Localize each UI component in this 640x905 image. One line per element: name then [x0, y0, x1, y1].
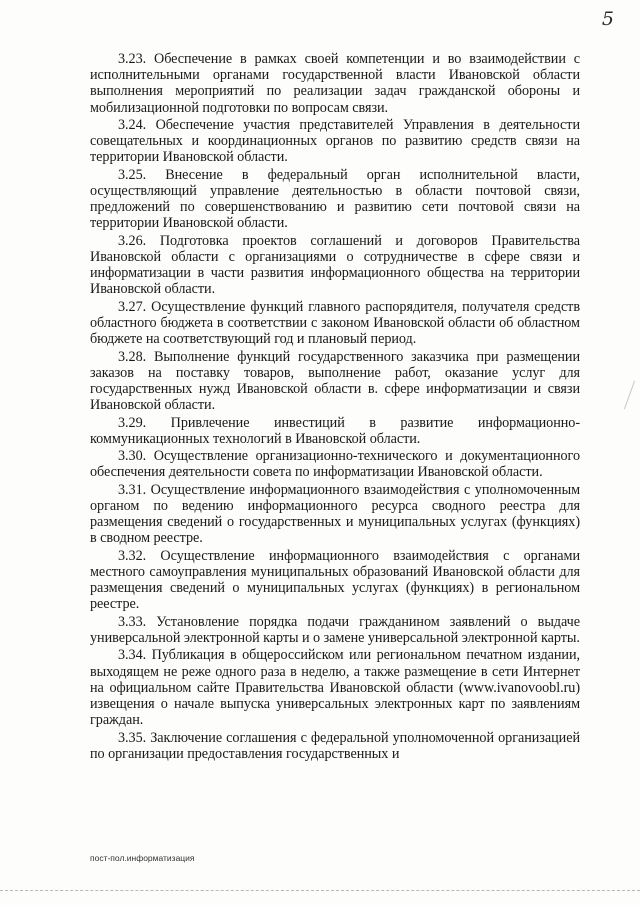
- paragraph-3-30: 3.30. Осуществление организационно-технического и документационного обеспечения деятельности совета по информатизации Ивановской области.: [90, 448, 580, 481]
- paragraph-3-25: 3.25. Внесение в федеральный орган исполнительной власти, осуществляющий управление деятельностью в области почтовой связи, предложений по совершенствованию и развитию сети почтовой связи на территории Ивановской области.: [90, 166, 580, 232]
- paragraph-3-33: 3.33. Установление порядка подачи гражданином заявлений о выдаче универсальной электронной карты и о замене универсальной электронной карты.: [90, 613, 580, 646]
- paragraph-3-35: 3.35. Заключение соглашения с федеральной уполномоченной организацией по организации предоставления государственных и: [90, 729, 580, 762]
- paragraph-3-32: 3.32. Осуществление информационного взаимодействия с органами местного самоуправления муниципальных образований Ивановской области для размещения сведений о муниципальных услугах (функциях) в региональном реестре.: [90, 547, 580, 613]
- footer-file-label: пост-пол.информатизация: [90, 853, 195, 863]
- paragraph-3-34: 3.34. Публикация в общероссийском или региональном печатном издании, выходящем не реже одного раза в неделю, а также размещение в сети Интернет на официальном сайте Правительства Ивановской области (www.ivanovoobl.ru) извещения о начале выпуска универсальных электронных карт по заявлениям граждан.: [90, 647, 580, 729]
- document-body: [90, 51, 580, 763]
- scan-artifact: [624, 381, 635, 410]
- page-number: 5: [601, 8, 614, 30]
- paragraph-3-31: 3.31. Осуществление информационного взаимодействия с уполномоченным органом по ведению информационного ресурса сводного реестра для размещения сведений о государственных и муниципальных услугах (функциях) в сводном реестре.: [90, 481, 580, 547]
- paragraph-3-24: 3.24. Обеспечение участия представителей Управления в деятельности совещательных и координационных органов по развитию средств связи на территории Ивановской области.: [90, 117, 580, 166]
- paragraph-3-26: 3.26. Подготовка проектов соглашений и договоров Правительства Ивановской области с организациями о сотрудничестве в сфере связи и информатизации в части развития информационного общества на территории Ивановской области.: [90, 232, 580, 298]
- paragraph-3-29: 3.29. Привлечение инвестиций в развитие информационно-коммуникационных технологий в Ивановской области.: [90, 414, 580, 447]
- paragraph-3-23: 3.23. Обеспечение в рамках своей компетенции и во взаимодействии с исполнительными органами государственной власти Ивановской области выполнения мероприятий по реализации задач гражданской обороны и мобилизационной подготовки по вопросам связи.: [90, 51, 580, 116]
- paragraph-3-27: 3.27. Осуществление функций главного распорядителя, получателя средств областного бюджета в соответствии с законом Ивановской области об областном бюджете на соответствующий год и плановый период.: [90, 298, 580, 348]
- paragraph-3-28: 3.28. Выполнение функций государственного заказчика при размещении заказов на поставку товаров, выполнение работ, оказание услуг для государственных нужд Ивановской области в. сфере информатизации и связи Ивановской области.: [90, 348, 580, 414]
- page-bottom-divider: [0, 890, 640, 891]
